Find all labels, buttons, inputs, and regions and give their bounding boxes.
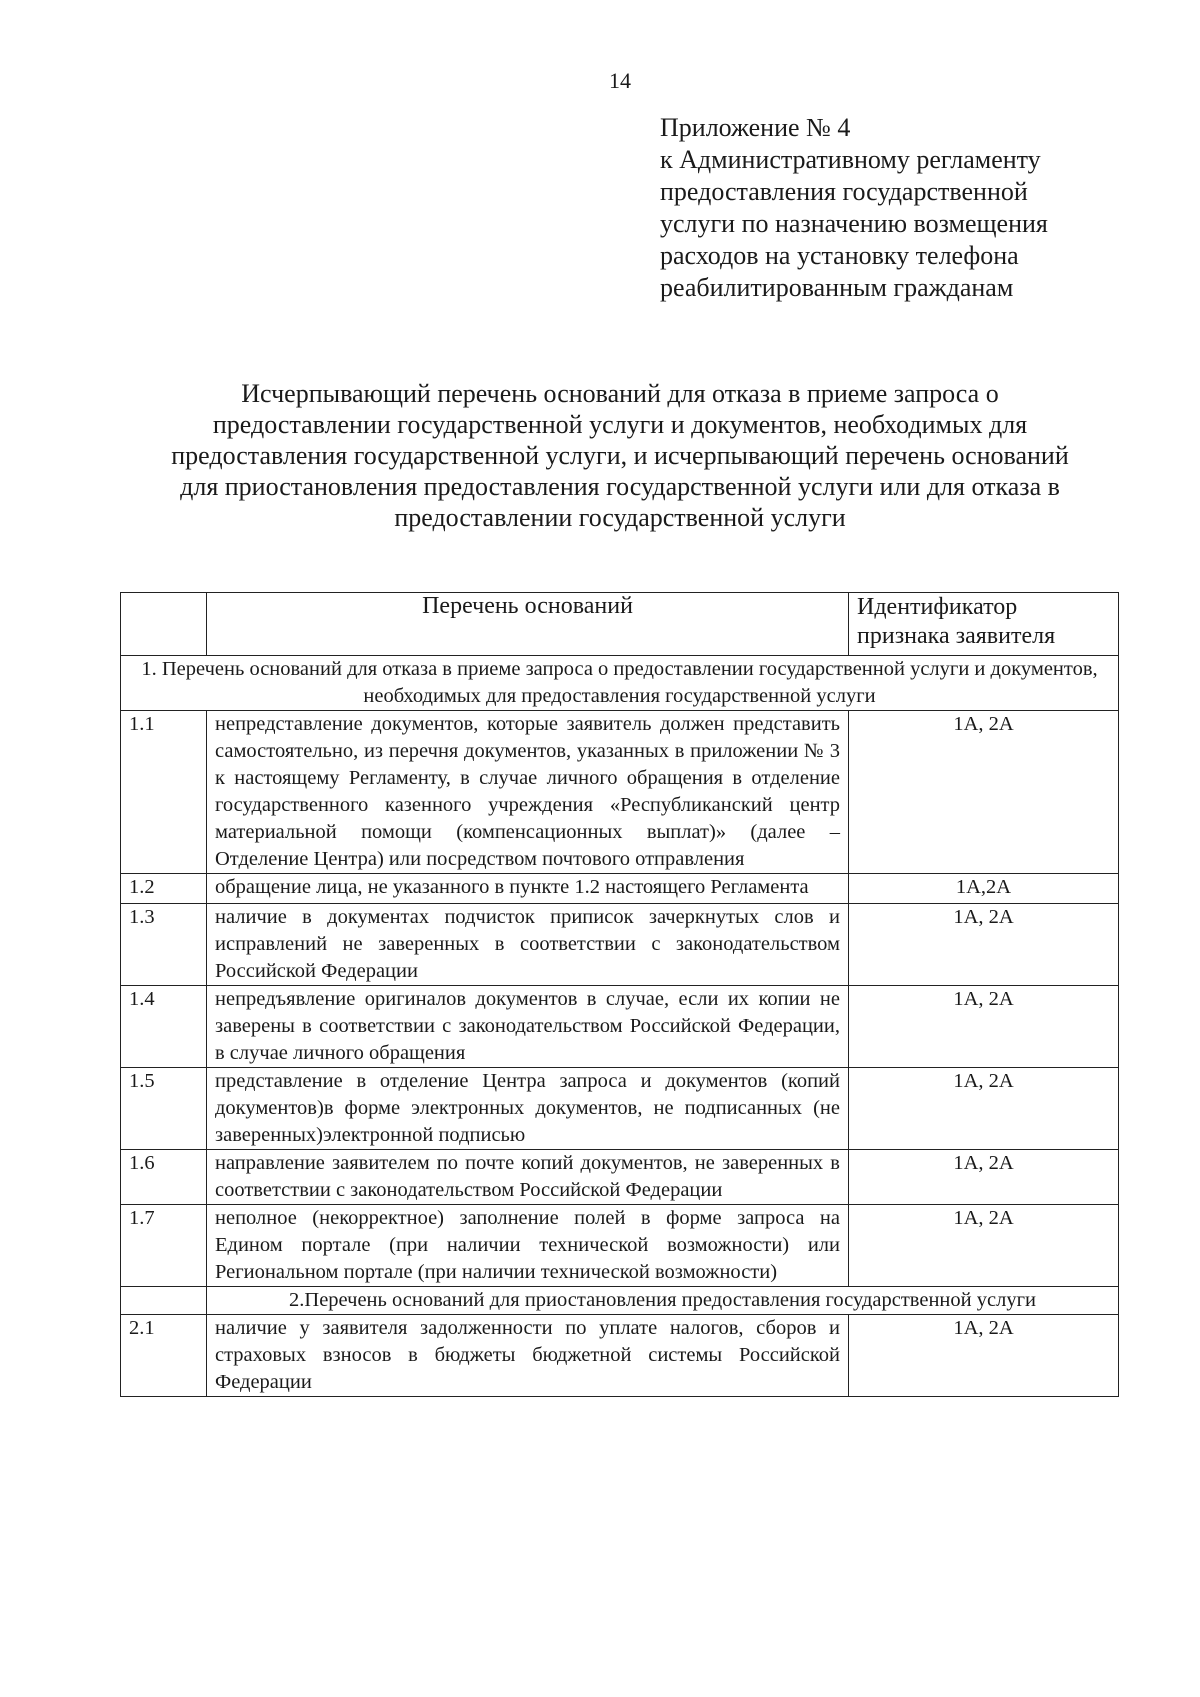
row-reason: обращение лица, не указанного в пункте 1.2 настоящего Регламента	[207, 874, 849, 904]
row-number: 1.5	[121, 1068, 207, 1150]
header-reasons-cell: Перечень оснований	[207, 593, 849, 656]
table-row	[121, 874, 1119, 904]
table-header-row	[121, 593, 1119, 656]
page-number: 14	[609, 68, 631, 93]
section-title: 2.Перечень оснований для приостановления предоставления государственной услуги	[207, 1287, 1119, 1315]
appendix-note	[660, 112, 1180, 304]
row-reason: наличие в документах подчисток приписок зачеркнутых слов и исправлений не заверенных в соответствии с законодательством Российской Федерации	[207, 904, 849, 986]
row-identifier: 1А, 2А	[849, 711, 1119, 874]
table-row	[121, 986, 1119, 1068]
table-row	[121, 1150, 1119, 1205]
row-identifier: 1А,2А	[849, 874, 1119, 904]
row-reason: наличие у заявителя задолженности по уплате налогов, сборов и страховых взносов в бюджеты бюджетной системы Российской Федерации	[207, 1315, 849, 1397]
title-line: для приостановления предоставления государственной услуги или для отказа в	[180, 472, 1060, 501]
row-number: 2.1	[121, 1315, 207, 1397]
row-reason: представление в отделение Центра запроса и документов (копий документов)в форме электронных документов, не подписанных (не заверенных)электронной подписью	[207, 1068, 849, 1150]
row-identifier: 1А, 2А	[849, 1068, 1119, 1150]
title-line: предоставлении государственной услуги и документов, необходимых для	[212, 410, 1028, 439]
table-row	[121, 904, 1119, 986]
table-row	[121, 1068, 1119, 1150]
row-identifier: 1А, 2А	[849, 986, 1119, 1068]
row-number: 1.4	[121, 986, 207, 1068]
appendix-line: к Административному регламенту	[660, 145, 1041, 174]
section-title: 1. Перечень оснований для отказа в приеме запроса о предоставлении государственной услуги и документов, необходимых для предоставления государственной услуги	[121, 656, 1119, 711]
title-line: предоставлении государственной услуги	[394, 503, 846, 532]
row-reason: непредъявление оригиналов документов в случае, если их копии не заверены в соответствии с законодательством Российской Федерации, в случае личного обращения	[207, 986, 849, 1068]
section-spacer	[121, 1287, 207, 1315]
table-row	[121, 1315, 1119, 1397]
appendix-line: Приложение № 4	[660, 113, 851, 142]
row-identifier: 1А, 2А	[849, 1150, 1119, 1205]
row-number: 1.1	[121, 711, 207, 874]
row-identifier: 1А, 2А	[849, 1315, 1119, 1397]
appendix-line: расходов на установку телефона	[660, 241, 1019, 270]
appendix-line: услуги по назначению возмещения	[660, 209, 1048, 238]
table-row	[121, 1205, 1119, 1287]
reasons-table	[120, 592, 1119, 1397]
title-line: Исчерпывающий перечень оснований для отказа в приеме запроса о	[241, 379, 999, 408]
row-reason: неполное (некорректное) заполнение полей в форме запроса на Едином портале (при наличии технической возможности) или Региональном портале (при наличии технической возможности)	[207, 1205, 849, 1287]
appendix-line: реабилитированным гражданам	[660, 273, 1014, 302]
row-number: 1.6	[121, 1150, 207, 1205]
row-reason: направление заявителем по почте копий документов, не заверенных в соответствии с законодательством Российской Федерации	[207, 1150, 849, 1205]
header-num-cell	[121, 593, 207, 656]
row-identifier: 1А, 2А	[849, 904, 1119, 986]
header-identifier-cell: Идентификатор признака заявителя	[849, 593, 1119, 656]
row-number: 1.2	[121, 874, 207, 904]
row-identifier: 1А, 2А	[849, 1205, 1119, 1287]
row-reason: непредставление документов, которые заявитель должен представить самостоятельно, из перечня документов, указанных в приложении № 3 к настоящему Регламенту, в случае личного обращения в отделение государственного казенного учреждения «Республиканский центр материальной помощи (компенсационных выплат)» (далее – Отделение Центра) или посредством почтового отправления	[207, 711, 849, 874]
title-line: предоставления государственной услуги, и исчерпывающий перечень оснований	[171, 441, 1069, 470]
row-number: 1.3	[121, 904, 207, 986]
row-number: 1.7	[121, 1205, 207, 1287]
section-row	[121, 1287, 1119, 1315]
table-row	[121, 711, 1119, 874]
appendix-line: предоставления государственной	[660, 177, 1028, 206]
section-row	[121, 656, 1119, 711]
document-title	[120, 378, 1120, 533]
